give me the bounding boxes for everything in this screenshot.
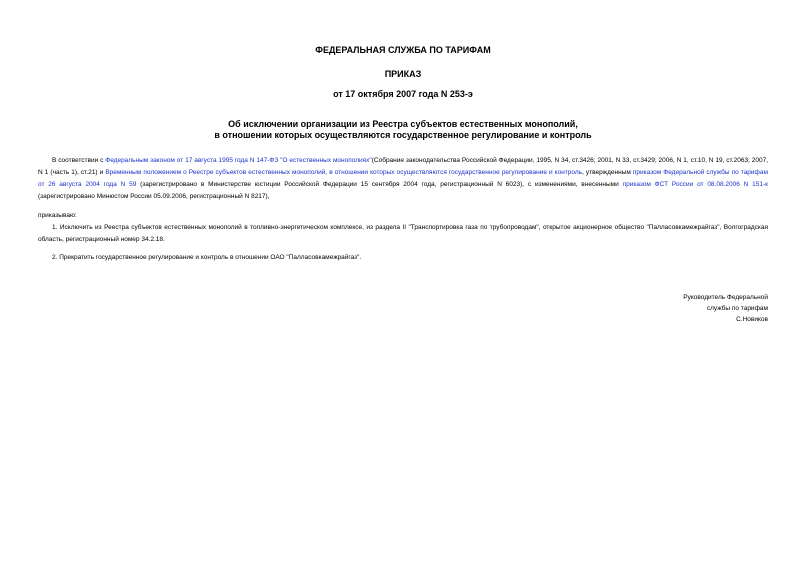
signature-position-line-2: службы по тарифам <box>706 305 768 312</box>
fst-order-151-link[interactable]: приказом ФСТ России от 08.08.2006 N 151-к <box>622 181 768 188</box>
agency-title: ФЕДЕРАЛЬНАЯ СЛУЖБА ПО ТАРИФАМ <box>315 45 491 55</box>
preamble-text-2: (Собрание законодательства Российской Федерации, 1995, N 34, ст.3426; 2001, N 33, ст.3429; 2006, N 1, ст.10, N 19, ст.2063; 2007, N 1 (часть 1), ст.21) и <box>38 157 769 176</box>
signature-position-line-1: Руководитель Федеральной <box>683 294 768 301</box>
fst-order-59-link[interactable]: приказом Федеральной службы по тарифам от 26 августа 2004 года N 59 <box>38 169 768 188</box>
order-item-2: 2. Прекратить государственное регулирование и контроль в отношении ОАО "Палласовкамежрайгаз". <box>52 254 362 261</box>
preamble-text-1: В соответствии с <box>52 157 106 164</box>
signature-name: С.Новиков <box>736 316 768 323</box>
temporary-regulation-link[interactable]: Временным положением о Реестре субъектов естественных монополий, в отношении которых осуществляются государственное регулирование и контроль <box>105 169 583 176</box>
order-word: приказываю: <box>38 212 77 219</box>
document-date-number: от 17 октября 2007 года N 253-э <box>333 89 473 99</box>
preamble-text-3: , утвержденным <box>582 169 633 176</box>
preamble-paragraph <box>38 155 768 203</box>
preamble-text-5: (зарегистрировано Минюстом России 05.09.2006, регистрационный N 8217), <box>38 193 270 200</box>
document-page <box>38 0 768 571</box>
signature-block <box>683 292 768 325</box>
order-item-1: 1. Исключить из Реестра субъектов естественных монополий в топливно-энергетическом комплексе, из раздела II "Транспортировка газа по трубопроводам", открытое акционерное общество "Палласовкамежрайгаз", Волгоградская область, регистрационный номер 34.2.18. <box>38 224 768 243</box>
document-subject-line-2: в отношении которых осуществляются государственное регулирование и контроль <box>214 130 592 140</box>
document-type: ПРИКАЗ <box>384 69 422 79</box>
federal-law-link[interactable]: Федеральным законом от 17 августа 1995 года N 147-ФЗ "О естественных монополиях" <box>105 157 372 164</box>
preamble-text-4: (зарегистрировано в Министерстве юстиции Российской Федерации 15 сентября 2004 года, регистрационный N 6023), с изменениями, внесенными <box>136 181 623 188</box>
document-subject-line-1: Об исключении организации из Реестра субъектов естественных монополий, <box>228 119 578 129</box>
